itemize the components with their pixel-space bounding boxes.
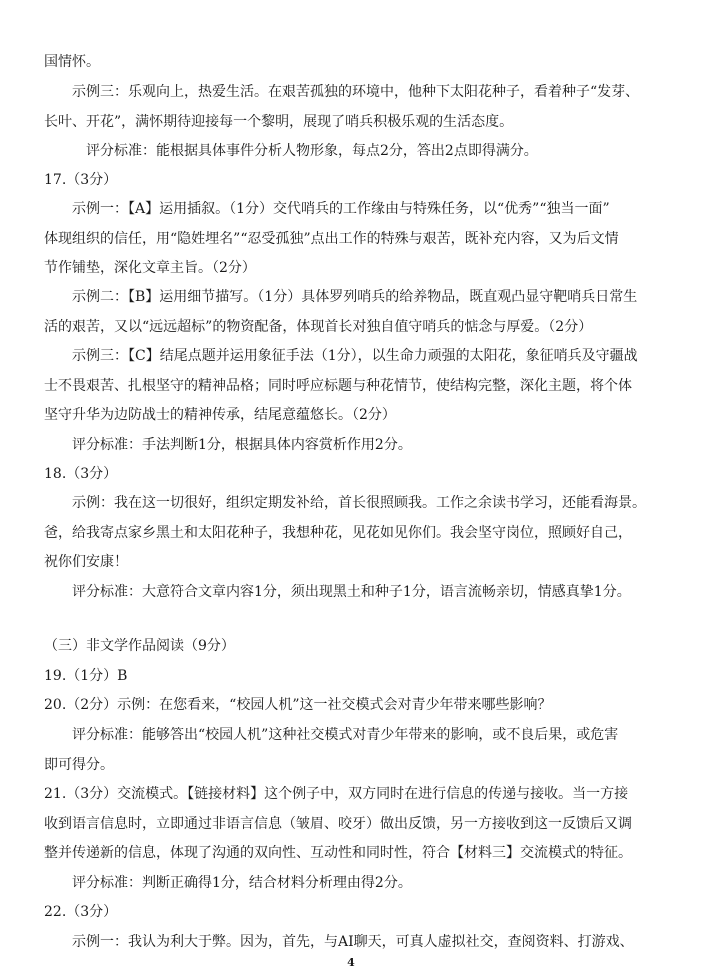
text-line: 整并传递新的信息，体现了沟通的双向性、互动性和同时性，符合【材料三】交流模式的特征。 <box>44 845 632 861</box>
text-line: 节作铺垫，深化文章主旨。（2分） <box>44 260 256 276</box>
text-line: 示例一：我认为利大于弊。因为，首先，与AI聊天，可真人虚拟社交，查阅资料、打游戏、 <box>44 934 634 950</box>
question-number: 22.（3分） <box>44 904 118 920</box>
text-line: 爸，给我寄点家乡黑土和太阳花种子，我想种花，见花如见你们。我会坚守岗位，照顾好自己， <box>44 525 632 541</box>
text-line: 评分标准：手法判断1分，根据具体内容赏析作用2分。 <box>44 437 412 453</box>
text-line: 坚守升华为边防战士的精神传承，结尾意蕴悠长。（2分） <box>44 407 396 423</box>
question-number: 18.（3分） <box>44 466 118 482</box>
text-line: 示例二：【B】运用细节描写。（1分）具体罗列哨兵的给养物品，既直观凸显守靶哨兵日常生 <box>44 289 638 305</box>
text-line: 收到语言信息时，立即通过非语言信息（皱眉、咬牙）做出反馈，另一方接收到这一反馈后又调 <box>44 816 632 832</box>
text-line: 示例三：乐观向上，热爱生活。在艰苦孤独的环境中，他种下太阳花种子，看着种子“发芽、 <box>44 84 640 100</box>
text-line: 评分标准：判断正确得1分，结合材料分析理由得2分。 <box>44 875 412 891</box>
text-line: 20.（2分）示例：在您看来，“校园人机”这一社交模式会对青少年带来哪些影响？ <box>44 697 552 713</box>
text-line: 21.（3分）交流模式。【链接材料】这个例子中，双方同时在进行信息的传递与接收。当一方接 <box>44 786 629 802</box>
text-line: 示例三：【C】结尾点题并运用象征手法（1分），以生命力顽强的太阳花，象征哨兵及守疆战 <box>44 348 638 364</box>
text-line: 活的艰苦，又以“远远超标”的物资配备，体现首长对独自值守哨兵的惦念与厚爱。（2分） <box>44 319 593 335</box>
text-line: 祝你们安康！ <box>44 554 128 570</box>
text-line: 评分标准：能根据具体事件分析人物形象，每点2分，答出2点即得满分。 <box>44 143 538 159</box>
section-heading: （三）非文学作品阅读（9分） <box>44 638 235 654</box>
text-line: 即可得分。 <box>44 757 114 773</box>
text-line: 士不畏艰苦、扎根坚守的精神品格；同时呼应标题与种花情节，使结构完整，深化主题，将个体 <box>44 378 632 394</box>
text-line: 示例一：【A】运用插叙。（1分）交代哨兵的工作缘由与特殊任务，以“优秀”“独当一面” <box>44 201 610 217</box>
text-line: 国情怀。 <box>44 54 100 70</box>
question-number: 17.（3分） <box>44 172 118 188</box>
text-line: 评分标准：能够答出“校园人机”这种社交模式对青少年带来的影响，或不良后果，或危害 <box>44 727 619 743</box>
page-number: 4 <box>347 956 355 969</box>
text-line: 19.（1分）B <box>44 668 128 684</box>
text-line: 长叶、开花”，满怀期待迎接每一个黎明，展现了哨兵积极乐观的生活态度。 <box>44 114 514 130</box>
text-line: 体现组织的信任，用“隐姓埋名”“忍受孤独”点出工作的特殊与艰苦，既补充内容，又为后文情 <box>44 231 619 247</box>
text-line: 示例：我在这一切很好，组织定期发补给，首长很照顾我。工作之余读书学习，还能看海景。 <box>44 495 646 511</box>
text-line: 评分标准：大意符合文章内容1分，须出现黑土和种子1分，语言流畅亲切，情感真挚1分。 <box>44 584 631 600</box>
